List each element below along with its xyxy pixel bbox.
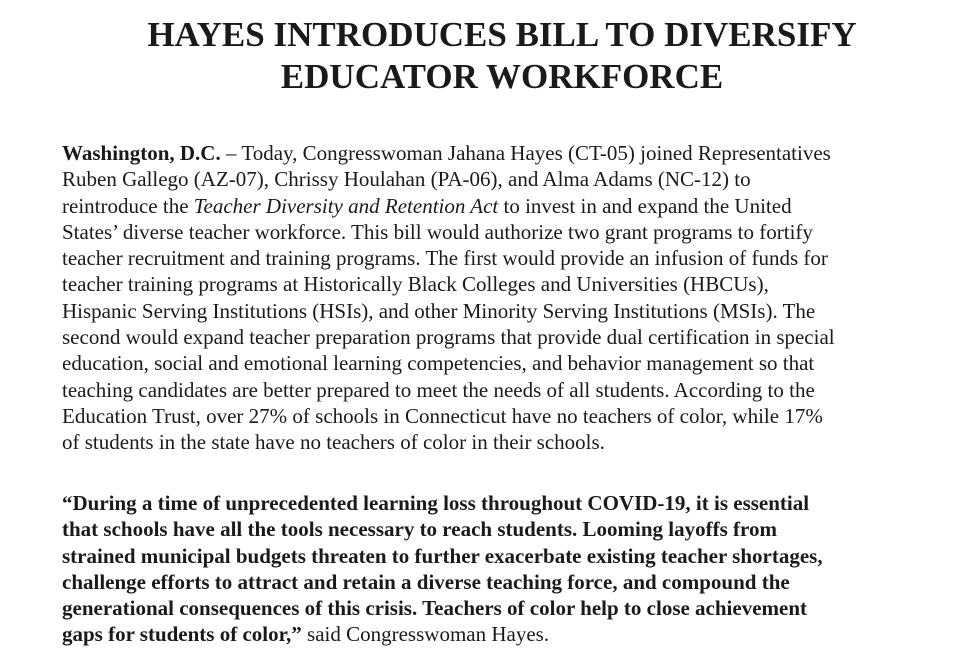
- paragraph-line: Hispanic Serving Institutions (HSIs), and other Minority Serving Institutions (MSIs). The: [62, 298, 816, 323]
- paragraph-line: teacher training programs at Historically Black Colleges and Universities (HBCUs),: [62, 272, 769, 297]
- paragraph-line: [62, 140, 952, 166]
- title-line-2: EDUCATOR WORKFORCE: [280, 57, 724, 96]
- press-release-title: [0, 14, 966, 98]
- quote-text: gaps for students of color,”: [62, 622, 302, 647]
- paragraph-line: [62, 193, 952, 219]
- paragraph-line: teaching candidates are better prepared to meet the needs of all students. According to the: [62, 377, 815, 402]
- paragraph-line: of students in the state have no teachers of color in their schools.: [62, 430, 605, 455]
- paragraph-text: – Today, Congresswoman Jahana Hayes (CT-05) joined Representatives: [220, 141, 831, 165]
- quote-line: strained municipal budgets threaten to further exacerbate existing teacher shortages,: [62, 543, 823, 568]
- quote-line: that schools have all the tools necessary to reach students. Looming layoffs from: [62, 517, 777, 542]
- quote-line: [62, 621, 952, 647]
- paragraph-line: Ruben Gallego (AZ-07), Chrissy Houlahan (PA-06), and Alma Adams (NC-12) to: [62, 167, 751, 192]
- title-line-1: HAYES INTRODUCES BILL TO DIVERSIFY: [147, 15, 857, 54]
- paragraph-line: teacher recruitment and training programs. The first would provide an infusion of funds for: [62, 246, 828, 271]
- attribution: said Congresswoman Hayes.: [301, 622, 550, 647]
- body-paragraph-quote: [62, 490, 952, 648]
- dateline: Washington, D.C.: [62, 141, 221, 165]
- body-paragraph-announcement: [62, 140, 952, 456]
- paragraph-text: reintroduce the: [62, 193, 194, 218]
- paragraph-line: second would expand teacher preparation programs that provide dual certification in special: [62, 325, 835, 350]
- quote-line: challenge efforts to attract and retain a diverse teaching force, and compound the: [62, 569, 790, 594]
- quote-line: generational consequences of this crisis. Teachers of color help to close achievement: [62, 596, 808, 621]
- act-name: Teacher Diversity and Retention Act: [193, 193, 499, 218]
- paragraph-line: Education Trust, over 27% of schools in Connecticut have no teachers of color, while 17%: [62, 403, 823, 428]
- paragraph-line: education, social and emotional learning competencies, and behavior management so that: [62, 351, 815, 376]
- paragraph-text: to invest in and expand the United: [498, 193, 792, 218]
- quote-line: “During a time of unprecedented learning loss throughout COVID-19, it is essential: [62, 491, 810, 515]
- paragraph-line: States’ diverse teacher workforce. This bill would authorize two grant programs to fortify: [62, 219, 813, 244]
